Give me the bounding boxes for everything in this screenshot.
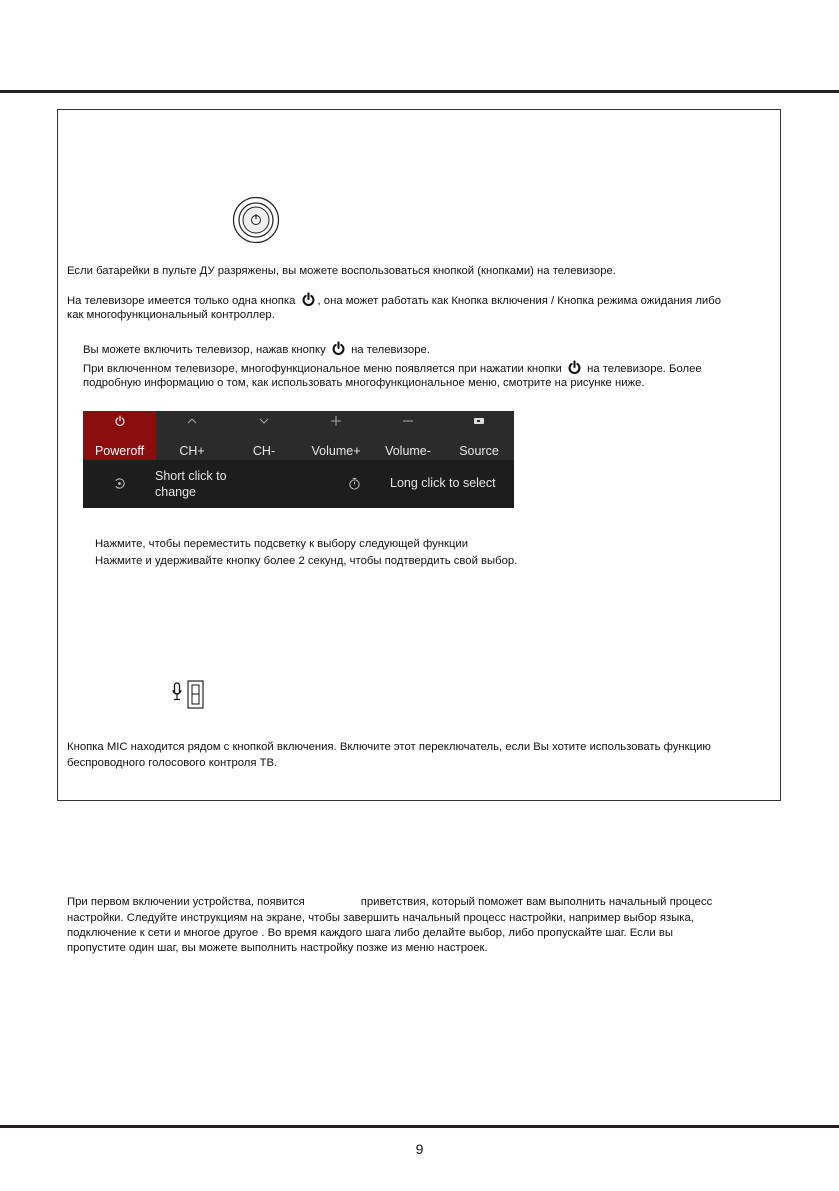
short-click-hint <box>155 468 227 500</box>
mic-text-line2: беспроводного голосового контроля ТВ. <box>67 757 278 769</box>
multifunction-menu <box>83 411 514 508</box>
single-button-text-b: , она может работать как Кнопка включения / Кнопка режима ожидания либо <box>317 295 721 307</box>
menu-item-poweroff[interactable] <box>83 411 156 460</box>
press-instruction: Нажмите, чтобы переместить подсветку к выбору следующей функции <box>95 538 469 550</box>
short-click-line2: change <box>155 485 197 499</box>
hold-instruction: Нажмите и удерживайте кнопку более 2 секунд, чтобы подтвердить свой выбор. <box>95 555 518 567</box>
mic-text-line1: Кнопка MIC находится рядом с кнопкой включения. Включите этот переключатель, если Вы хотите использовать функцию <box>67 741 711 753</box>
source-icon <box>444 415 514 429</box>
plus-icon <box>300 415 372 429</box>
single-button-text-a: На телевизоре имеется только одна кнопка <box>67 295 296 307</box>
power-on-text-b: на телевизоре. <box>351 344 430 356</box>
long-click-timer-icon <box>348 477 361 490</box>
menu-item-source[interactable] <box>444 411 514 460</box>
menu-item-label: Poweroff <box>94 444 145 458</box>
intro-text: Если батарейки в пульте ДУ разряжены, вы можете воспользоваться кнопкой (кнопками) на телевизоре. <box>67 265 616 277</box>
minus-icon <box>372 415 444 429</box>
power-icon <box>331 341 346 356</box>
power-on-text-a: Вы можете включить телевизор, нажав кнопку <box>83 344 326 356</box>
first-time-line4: пропустите один шаг, вы можете выполнить настройку позже из меню настроек. <box>67 942 488 954</box>
menu-desc-text-a: При включенном телевизоре, многофункциональное меню появляется при нажатии кнопки <box>83 363 562 375</box>
footer-rule <box>0 1125 839 1128</box>
menu-desc-line2: подробную информацию о том, как использовать многофункциональное меню, смотрите на рисунке ниже. <box>83 377 645 389</box>
short-click-icon <box>113 477 126 490</box>
first-time-text-a: При первом включении устройства, появится <box>67 896 305 908</box>
menu-desc-text-b: на телевизоре. Более <box>587 363 702 375</box>
power-on-line <box>83 341 430 358</box>
first-time-line3: подключение к сети и многое другое . Во время каждого шага либо делайте выбор, либо пропускайте шаг. Если вы <box>67 927 673 939</box>
menu-item-ch-minus[interactable] <box>228 411 300 460</box>
long-click-hint: Long click to select <box>390 476 496 490</box>
tv-power-knob-icon <box>232 196 280 244</box>
short-click-line1: Short click to <box>155 469 227 483</box>
first-time-line2: настройки. Следуйте инструкциям на экране, чтобы завершить начальный процесс настройки, например выбор языка, <box>67 912 694 924</box>
mic-switch-icon <box>172 680 206 710</box>
page-number: 9 <box>415 1141 424 1157</box>
chevron-down-icon <box>228 415 300 429</box>
menu-item-label: Volume- <box>385 444 431 458</box>
menu-item-label: CH- <box>252 444 276 458</box>
menu-item-volume-plus[interactable] <box>300 411 372 460</box>
menu-item-ch-plus[interactable] <box>156 411 228 460</box>
power-icon <box>83 415 156 429</box>
first-time-line1 <box>67 894 712 910</box>
header-rule <box>0 90 839 93</box>
menu-item-volume-minus[interactable] <box>372 411 444 460</box>
single-button-line2: как многофункциональный контроллер. <box>67 309 275 321</box>
chevron-up-icon <box>156 415 228 429</box>
first-time-text-b: приветствия, который поможет вам выполнить начальный процесс <box>360 896 713 908</box>
menu-item-label: CH+ <box>179 444 205 458</box>
menu-item-label: Volume+ <box>311 444 361 458</box>
menu-item-label: Source <box>459 444 499 458</box>
power-icon <box>301 292 316 307</box>
power-icon <box>567 360 582 375</box>
menu-hint-bar <box>83 460 514 508</box>
